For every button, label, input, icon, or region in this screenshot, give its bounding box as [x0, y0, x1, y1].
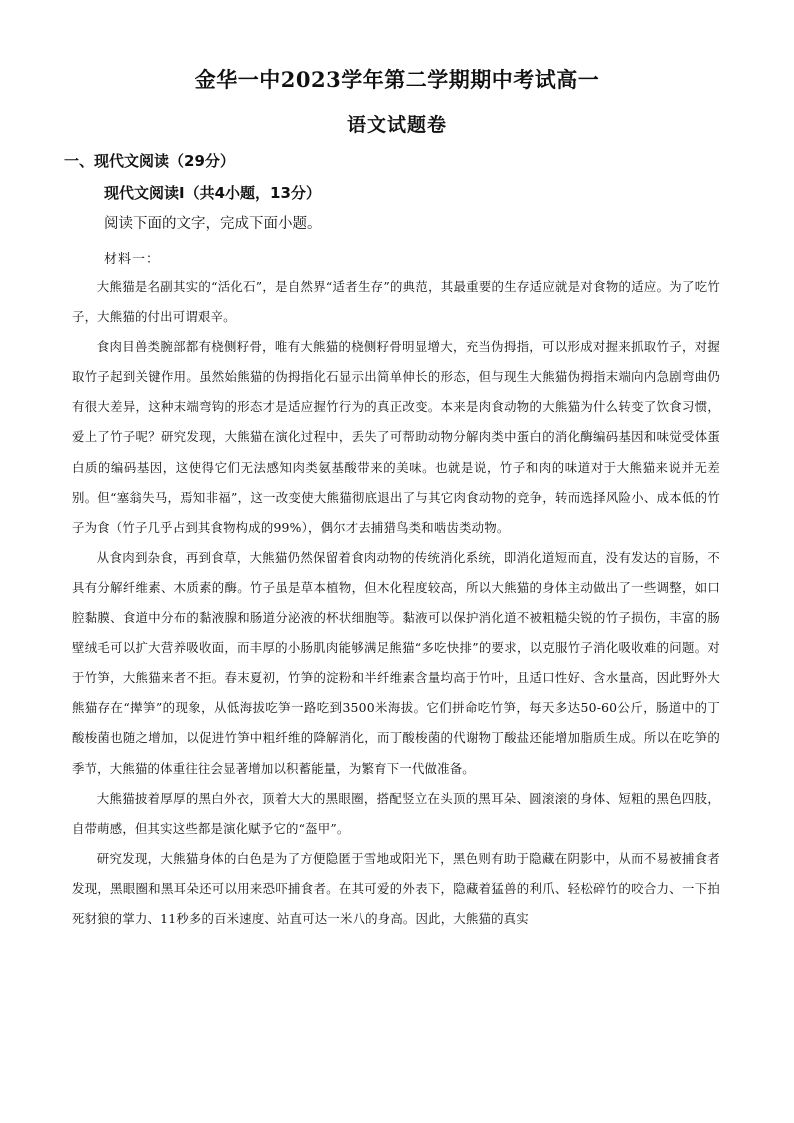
section-heading: 一、现代文阅读（29分） — [64, 152, 235, 170]
exam-subtitle: 语文试题卷 — [346, 114, 447, 136]
exam-title: 金华一中2023学年第二学期期中考试高一 — [194, 67, 600, 92]
reading-instruction: 阅读下面的文字，完成下面小题。 — [104, 216, 322, 232]
passage-body — [72, 272, 720, 934]
material-label: 材料一： — [104, 252, 161, 267]
paragraph: 从食肉到杂食，再到食草，大熊猫仍然保留着食肉动物的传统消化系统，即消化道短而直，没有发达的盲肠，不具有分解纤维素、木质素的酶。竹子虽是草本植物，但木化程度较高，所以大熊猫的身体主动做出了一些调整，如口腔黏膜、食道中分布的黏液腺和肠道分泌液的杯状细胞等。黏液可以保护消化道不被粗糙尖锐的竹子损伤，丰富的肠壁绒毛可以扩大营养吸收面，而丰厚的小肠肌肉能够满足熊猫“多吃快排”的要求，以克服竹子消化吸收难的问题。对于竹笋，大熊猫来者不拒。春末夏初，竹笋的淀粉和半纤维素含量均高于竹叶，且适口性好、含水量高，因此野外大熊猫存在“撵笋”的现象，从低海拔吃笋一路吃到3500米海拔。它们拼命吃竹笋，每天多达50-60公斤，肠道中的丁酸梭菌也随之增加，以促进竹笋中粗纤维的降解消化，而丁酸梭菌的代谢物丁酸盐还能增加脂质生成。所以在吃笋的季节，大熊猫的体重往往会显著增加以积蓄能量，为繁育下一代做准备。 — [72, 549, 720, 776]
paragraph: 大熊猫披着厚厚的黑白外衣，顶着大大的黑眼圈，搭配竖立在头顶的黑耳朵、圆滚滚的身体、短粗的黑色四肢，自带萌感，但其实这些都是演化赋予它的“盔甲”。 — [72, 790, 720, 836]
paragraph: 研究发现，大熊猫身体的白色是为了方便隐匿于雪地或阳光下，黑色则有助于隐藏在阴影中，从而不易被捕食者发现，黑眼圈和黑耳朵还可以用来恐吓捕食者。在其可爱的外表下，隐藏着猛兽的利爪、轻松碎竹的咬合力、一下拍死豺狼的掌力、11秒多的百米速度、站直可达一米八的身高。因此，大熊猫的真实 — [72, 850, 720, 926]
paragraph: 食肉目兽类腕部都有桡侧籽骨，唯有大熊猫的桡侧籽骨明显增大，充当伪拇指，可以形成对握来抓取竹子，对握取竹子起到关键作用。虽然始熊猫的伪拇指化石显示出简单伸长的形态，但与现生大熊猫伪拇指末端向内急剧弯曲仍有很大差异，这种末端弯钩的形态才是适应握竹行为的真正改变。本来是肉食动物的大熊猫为什么转变了饮食习惯，爱上了竹子呢？研究发现，大熊猫在演化过程中，丢失了可帮助动物分解肉类中蛋白的消化酶编码基因和味觉受体蛋白质的编码基因，这使得它们无法感知肉类氨基酸带来的美味。也就是说，竹子和肉的味道对于大熊猫来说并无差别。但“塞翁失马，焉知非福”，这一改变使大熊猫彻底退出了与其它肉食动物的竞争，转而选择风险小、成本低的竹子为食（竹子几乎占到其食物构成的99%），偶尔才去捕猎鸟类和啮齿类动物。 — [72, 339, 720, 535]
paragraph: 大熊猫是名副其实的“活化石”，是自然界“适者生存”的典范，其最重要的生存适应就是对食物的适应。为了吃竹子，大熊猫的付出可谓艰辛。 — [72, 279, 720, 325]
section-subheading: 现代文阅读Ⅰ（共4小题，13分） — [104, 184, 321, 202]
